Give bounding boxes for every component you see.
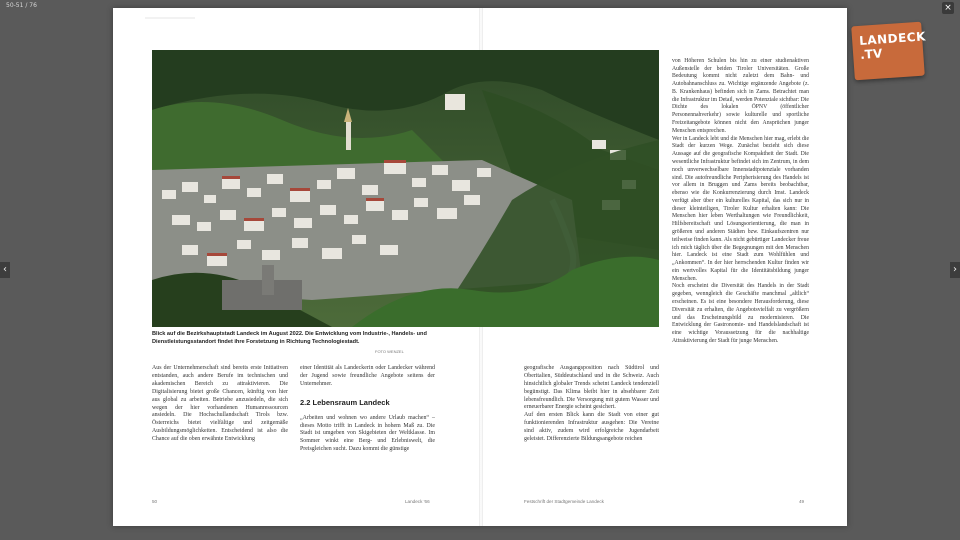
magazine-spread [113, 8, 847, 526]
left-column-2 [300, 365, 435, 454]
paragraph: geografische Ausgangsposition nach Südtirol und Oberitalien, Süddeutschland und in die Schweiz. Auch hinsichtlich globaler Trends scheint Landeck tendenziell begünstigt. Das Klima bleibt hier in absehbarer Zeit lebensfreundlich. Die Versorgung mit gutem Wasser und erneuerbarer Energie scheint gesichert. Auf den ersten Blick kann die Stadt von einer gut funktionierenden Infrastruktur ausgehen: Die Vereine sind aktiv, zudem wird erfolgreiche Jugendarbeit geleistet. Differenzierte Bildungsangebote reichen [524, 364, 659, 443]
paragraph: einer Identität als Landeckerin oder Landecker während der Jugend sowie freundliche Angebote seitens der Unternehmer. [300, 365, 435, 387]
paragraph: von Höheren Schulen bis hin zu einer studienaktiven Außenstelle der beiden Tiroler Universitäten. Große Bedeutung kommt nicht zuletzt dem Bahn- und Autobahnanschluss zu. Wichtige ergänzende Angebote (z. B. Krankenhaus) befinden sich in Zams. Betrachtet man die Infrastruktur im Detail, werden Potenziale sichtbar: Die Dichte des lokalen ÖPNV (öffentlicher Personennahverkehr) sowie kulturelle und sportliche Freizeitangebote können nicht den Ansprüchen junger Menschen entsprechen. Wer in Landeck lebt und die Menschen hier mag, erlebt die Stadt der kurzen Wege. Zunächst bezieht sich diese Aussage auf die geografische Kompaktheit der Stadt. Die wesentliche Infrastruktur befindet sich im Zentrum, in dem noch unverwechselbare Innenstadtpotenziale vorhanden sind. Die autofreundliche Peripherisierung des Handels ist vor allem in Bruggen und Zams bereits beobachtbar, ebenso wie die Konkurrenzierung durch Imst. Landeck verfügt aber über ein kulturelles Kapital, das sich nur in dieser kleinteiligen, Tiroler Kultur erhalten kann: Die Menschen hier leben Werthaltungen wie Freundlichkeit, Hilfsbereitschaft und Lösungsorientierung, die man in größeren und anderen Städten bzw. Einkaufszentren nur teilweise finden kann. Als nicht gebürtiger Landecker freue ich mich täglich über die Begegnungen mit den Menschen hier. Landeck ist eine Stadt zum Wohlfühlen und „Ankommen“. In der hier herrschenden Kultur finden wir ein wertvolles Kapital für die Identitätsbildung junger Menschen. Noch erscheint die Diversität des Handels in der Stadt gegeben, wenngleich die Geschäfte manchmal „altlich“ erscheinen. Es ist eine besondere Herausforderung, diese Diversität zu erhalten, die Angebotsvielfalt zu vergrößern und das Erscheinungsbild zu modernisieren. Die Entwicklung der Gastronomie- und Handelslandschaft ist eine wichtige Voraussetzung für die nachhaltige Attraktivierung der Stadt für junge Menschen. [672, 57, 809, 344]
next-page-button[interactable]: › [950, 262, 960, 278]
left-running-footer: Landeck '66 [405, 499, 430, 504]
right-column-1 [524, 357, 659, 452]
photo-credit: FOTO WENZEL [375, 349, 404, 354]
page-counter: 50-51 / 76 [6, 2, 37, 9]
previous-page-button[interactable]: ‹ [0, 262, 10, 278]
paragraph: „Arbeiten und wohnen wo andere Urlaub machen“ – dieses Motto trifft in Landeck in hohem Maß zu. Die Stadt ist umgeben von Skigebieten der Weltklasse. Im Sommer winkt eine Berg- und Erlebniswelt, die Preisgleichen sucht. Dazu kommt die günstige [300, 414, 435, 453]
right-running-footer: Festschrift der Stadtgemeinde Landeck [524, 499, 604, 504]
left-page-number: 50 [152, 499, 158, 504]
left-column-1 [152, 365, 288, 444]
landeck-town-photo [152, 50, 659, 327]
landeck-tv-logo [851, 22, 925, 81]
photo-illustration [152, 50, 659, 327]
paragraph: Aus der Unternehmerschaft sind bereits erste Initiativen entstanden, auch andere Berufe im technischen und akademischen Bereich zu attraktivieren. Die Digitalisierung bietet große Chancen, künftig von hier aus global zu arbeiten. Betriebe anzusiedeln, die sich wegen der hier vorhandenen Humanressourcen ansiedeln. Die Hochschullandschaft Tirols bzw. Österreichs bietet vielfältige und zeitgemäße Ausbildungsmöglichkeiten. Entscheidend ist also die Chance auf die oben erwähnte Entwicklung [152, 365, 288, 443]
section-heading: 2.2 Lebensraum Landeck [300, 397, 390, 407]
photo-caption: Blick auf die Bezirkshauptstadt Landeck im August 2022. Die Entwicklung vom Industrie-, Handels- und Dienstleistungsstandort findet ihre Forstetzung in Richtung Technologiestadt. [152, 331, 427, 345]
close-icon[interactable]: × [942, 2, 954, 14]
header-rule [145, 17, 195, 19]
right-column-2 [672, 50, 809, 353]
logo-line-2: .TV [859, 46, 883, 62]
logo-line-1: LANDECK [858, 29, 927, 48]
right-page-number: 49 [799, 499, 805, 504]
